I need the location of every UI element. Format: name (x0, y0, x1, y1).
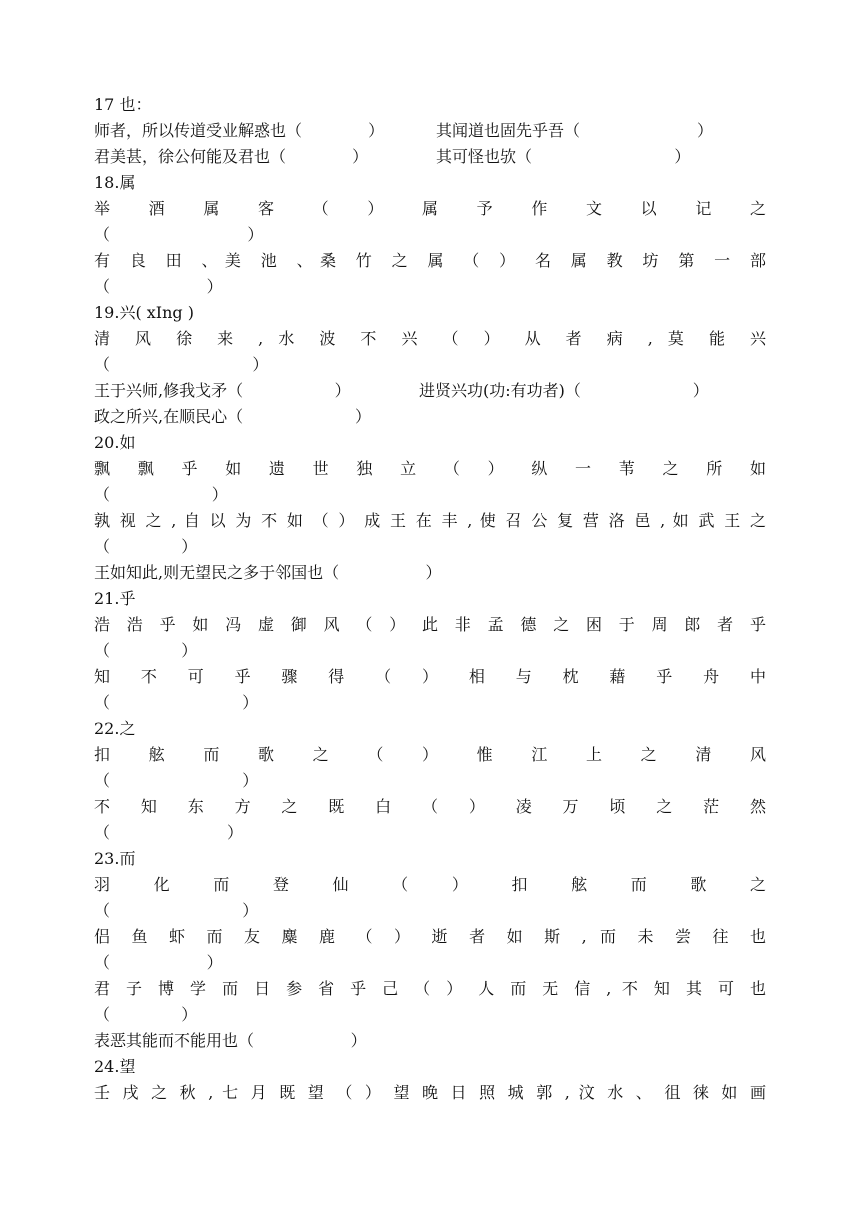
answer-line: （ ） (94, 1005, 198, 1024)
question-left: 王于兴师,修我戈矛（ ） (94, 381, 351, 400)
question-line: 举 酒 属 客 （ ） 属 予 作 文 以 记 之 (94, 199, 766, 218)
answer-line: （ ） (94, 485, 228, 504)
answer-line: 政之所兴,在顺民心（ ） (94, 407, 371, 426)
question-left: 君美甚，徐公何能及君也（ ） (94, 147, 369, 166)
question-line: 知 不 可 乎 骤 得 （ ） 相 与 枕 藉 乎 舟 中 (94, 667, 766, 686)
question-right: 进贤兴功(功:有功者)（ ） (419, 381, 709, 400)
answer-line: （ ） (94, 953, 223, 972)
question-line: 羽 化 而 登 仙 （ ） 扣 舷 而 歌 之 (94, 875, 766, 894)
question-line: 浩 浩 乎 如 冯 虚 御 风 （ ） 此 非 孟 德 之 困 于 周 郎 者 乎 (94, 615, 766, 634)
document-page (94, 92, 766, 1106)
question-line: 飘 飘 乎 如 遗 世 独 立 （ ） 纵 一 苇 之 所 如 (94, 459, 766, 478)
answer-line: （ ） (94, 823, 243, 842)
question-line: 壬 戌 之 秋 , 七 月 既 望 （ ） 望 晚 日 照 城 郭 , 汶 水 、 徂 徕 如 画 (94, 1083, 766, 1102)
question-left: 师者，所以传道受业解惑也（ ） (94, 121, 385, 140)
question-line: 有 良 田 、美 池 、桑 竹 之 属 （ ） 名 属 教 坊 第 一 部 (94, 251, 766, 270)
answer-line: 王如知此,则无望民之多于邻国也（ ） (94, 563, 442, 582)
question-line: 孰 视 之 , 自 以 为 不 如 （ ） 成 王 在 丰 , 使 召 公 复 营 洛 邑 , 如 武 王 之 (94, 511, 766, 530)
section-heading: 24.望 (94, 1057, 136, 1076)
answer-line: （ ） (94, 901, 259, 920)
answer-line: （ ） (94, 225, 264, 244)
answer-line: （ ） (94, 355, 269, 374)
question-right: 其闻道也固先乎吾（ ） (436, 121, 713, 140)
section-heading: 23.而 (94, 849, 136, 868)
answer-line: （ ） (94, 693, 259, 712)
question-line: 不 知 东 方 之 既 白 （ ） 凌 万 顷 之 茫 然 (94, 797, 766, 816)
answer-line: （ ） (94, 277, 223, 296)
answer-line: 表恶其能而不能用也（ ） (94, 1031, 367, 1050)
question-line: 扣 舷 而 歌 之 （ ） 惟 江 上 之 清 风 (94, 745, 766, 764)
answer-line: （ ） (94, 641, 198, 660)
section-heading: 20.如 (94, 433, 136, 452)
section-heading: 21.乎 (94, 589, 136, 608)
answer-line: （ ） (94, 537, 198, 556)
question-line (94, 118, 766, 144)
question-line (94, 144, 766, 170)
question-line: 侣 鱼 虾 而 友 麋 鹿 （ ） 逝 者 如 斯 , 而 未 尝 往 也 (94, 927, 766, 946)
question-line: 清 风 徐 来 , 水 波 不 兴 （ ） 从 者 病 , 莫 能 兴 (94, 329, 766, 348)
question-right: 其可怪也欤（ ） (436, 147, 691, 166)
question-line: 君 子 博 学 而 日 参 省 乎 己 （ ） 人 而 无 信 , 不 知 其 可 也 (94, 979, 766, 998)
section-heading: 22.之 (94, 719, 136, 738)
question-line (94, 378, 766, 404)
section-heading: 18.属 (94, 173, 136, 192)
answer-line: （ ） (94, 771, 259, 790)
section-heading: 17 也： (94, 95, 152, 114)
section-heading: 19.兴( xIng ) (94, 303, 194, 322)
